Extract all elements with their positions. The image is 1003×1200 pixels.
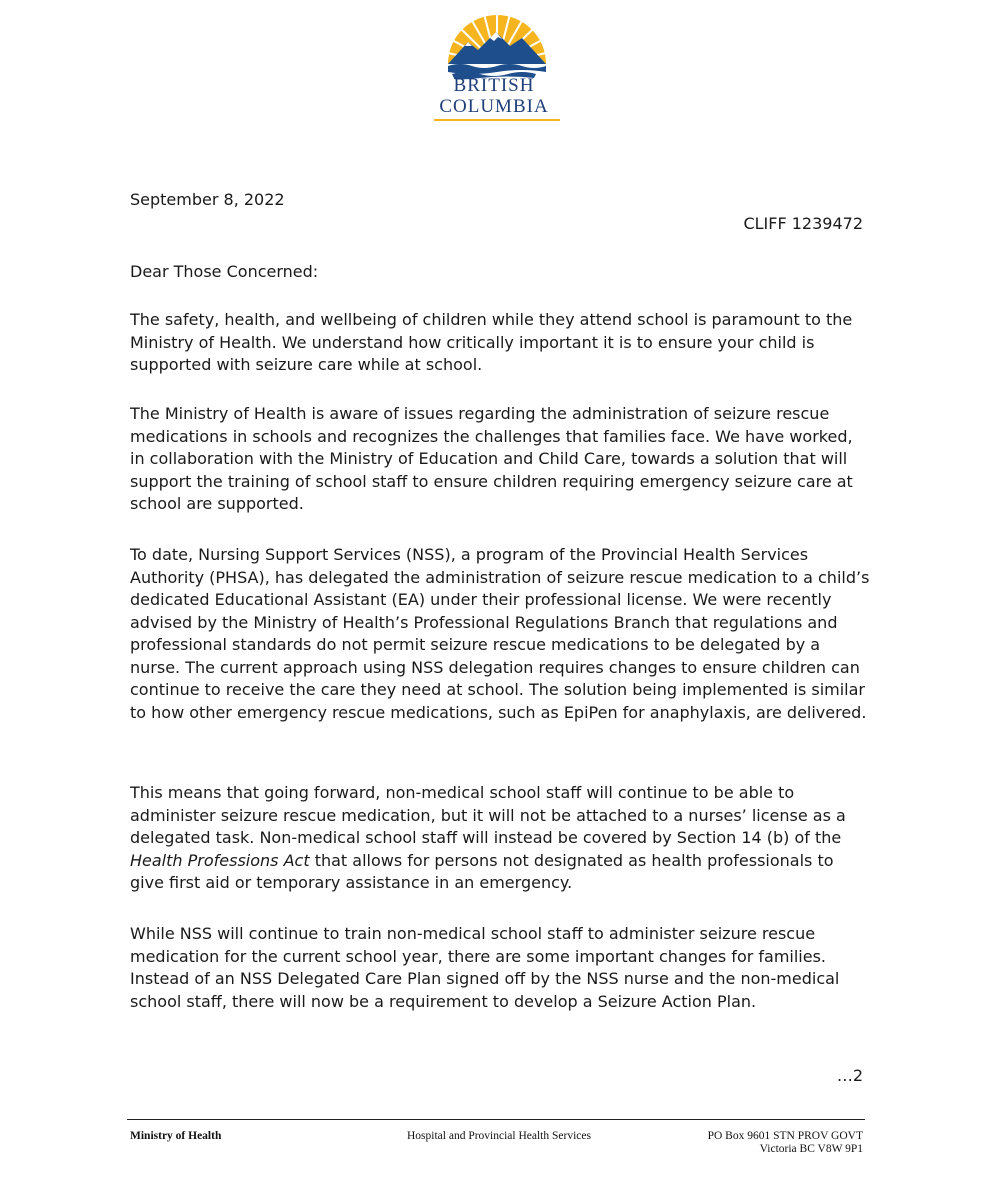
salutation: Dear Those Concerned:	[130, 262, 319, 281]
bc-government-logo	[430, 6, 570, 126]
paragraph-4-text-b: that allows for persons not designated as health professionals to give first aid or temporary assistance in an emergency.	[130, 850, 834, 892]
logo-text-columbia: COLUMBIA	[439, 96, 549, 117]
footer-ministry: Ministry of Health	[130, 1130, 222, 1142]
logo-text-british: BRITISH	[453, 75, 535, 96]
paragraph-4	[130, 782, 870, 895]
footer-divider	[127, 1119, 865, 1120]
paragraph-1: The safety, health, and wellbeing of children while they attend school is paramount to the Ministry of Health. We understand how critically important it is to ensure your child is supported with seizure care while at school.	[130, 310, 853, 374]
letter-date: September 8, 2022	[130, 190, 285, 209]
footer-address-line-1: PO Box 9601 STN PROV GOVT	[707, 1130, 863, 1142]
footer-address	[708, 1130, 863, 1156]
footer-address-line-2: Victoria BC V8W 9P1	[759, 1143, 863, 1155]
paragraph-3: To date, Nursing Support Services (NSS), a program of the Provincial Health Services Authority (PHSA), has delegated the administration of seizure rescue medication to a child’s dedicated Educational Assistant (EA) under their professional license. We were recently advised by the Ministry of Health’s Professional Regulations Branch that regulations and professional standards do not permit seizure rescue medications to be delegated by a nurse. The current approach using NSS delegation requires changes to ensure children can continue to receive the care they need at school. The solution being implemented is similar to how other emergency rescue medications, such as EpiPen for anaphylaxis, are delivered.	[130, 545, 870, 722]
page-continuation: …2	[836, 1066, 863, 1085]
act-title: Health Professions Act	[130, 850, 310, 870]
paragraph-2: The Ministry of Health is aware of issues regarding the administration of seizure rescue medications in schools and recognizes the challenges that families face. We have worked, in collaboration with the Ministry of Education and Child Care, towards a solution that will support the training of school staff to ensure children requiring emergency seizure care at school are supported.	[130, 404, 853, 513]
paragraph-4-text-a: This means that going forward, non-medical school staff will continue to be able to administer seizure rescue medication, but it will not be attached to a nurses’ license as a delegated task. Non-medical school staff will instead be covered by Section 14 (b) of the	[130, 783, 846, 847]
reference-number: CLIFF 1239472	[743, 214, 863, 233]
paragraph-5: While NSS will continue to train non-medical school staff to administer seizure rescue medication for the current school year, there are some important changes for families. Instead of an NSS Delegated Care Plan signed off by the NSS nurse and the non-medical school staff, there will now be a requirement to develop a Seizure Action Plan.	[130, 924, 840, 1011]
footer-department: Hospital and Provincial Health Services	[407, 1130, 591, 1142]
